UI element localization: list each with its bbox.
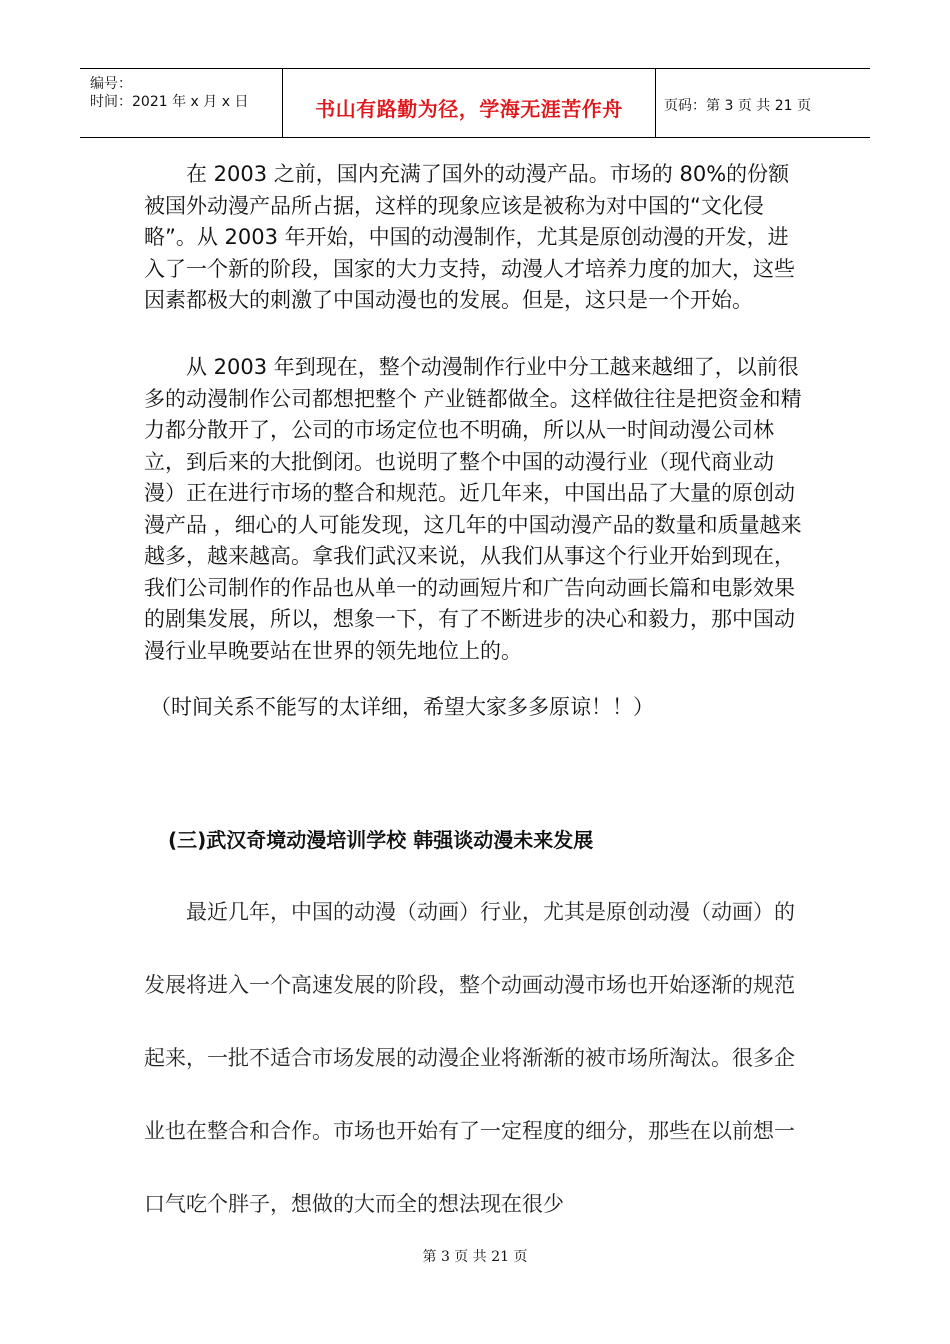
header-table bbox=[80, 68, 870, 138]
document-date: 时间：2021 年 x 月 x 日 bbox=[90, 94, 249, 110]
paragraph-2: 从 2003 年到现在，整个动漫制作行业中分工越来越细了，以前很多的动漫制作公司都想把整个 产业链都做全。这样做往往是把资金和精力都分散开了，公司的市场定位也不明确，所以从一时间动漫公司林立，到后来的大批倒闭。也说明了整个中国的动漫行业（现代商业动漫）正在进行市场的整合和规范。近几年来，中国出品了大量的原创动漫产品 ，细心的人可能发现，这几年的中国动漫产品的数量和质量越来越多，越来越高。拿我们武汉来说，从我们从事这个行业开始到现在，我们公司制作的作品也从单一的动画短片和广告向动画长篇和电影效果的剧集发展，所以，想象一下，有了不断进步的决心和毅力，那中国动漫行业早晚要站在世界的领先地位上的。 bbox=[144, 355, 802, 663]
header-center-cell bbox=[283, 69, 656, 137]
header-right-cell bbox=[656, 69, 870, 137]
section-paragraph: 最近几年，中国的动漫（动画）行业，尤其是原创动漫（动画）的发展将进入一个高速发展的阶段，整个动画动漫市场也开始逐渐的规范起来，一批不适合市场发展的动漫企业将渐渐的被市场所淘汰。很多企业也在整合和合作。市场也开始有了一定程度的细分，那些在以前想一口气吃个胖子，想做的大而全的想法现在很少 bbox=[144, 900, 795, 1216]
section-heading: (三)武汉奇境动漫培训学校 韩强谈动漫未来发展 bbox=[168, 828, 594, 852]
header-left-cell bbox=[80, 69, 283, 137]
document-number: 编号： bbox=[90, 76, 132, 92]
header-motto: 书山有路勤为径，学海无涯苦作舟 bbox=[315, 97, 623, 121]
apology-note: （时间关系不能写的太详细，希望大家多多原谅！！） bbox=[150, 695, 654, 719]
body-section-1 bbox=[144, 159, 804, 317]
header-page-info: 页码：第 3 页 共 21 页 bbox=[664, 98, 811, 114]
paragraph-1: 在 2003 之前，国内充满了国外的动漫产品。市场的 80%的份额被国外动漫产品所占据，这样的现象应该是被称为对中国的“文化侵略”。从 2003 年开始，中国的动漫制作，尤其是原创动漫的开发，进入了一个新的阶段，国家的大力支持，动漫人才培养力度的加大，这些因素都极大的刺激了中国动漫也的发展。但是，这只是一个开始。 bbox=[144, 162, 795, 312]
body-section-2 bbox=[144, 352, 804, 667]
page-footer: 第 3 页 共 21 页 bbox=[422, 1249, 528, 1265]
